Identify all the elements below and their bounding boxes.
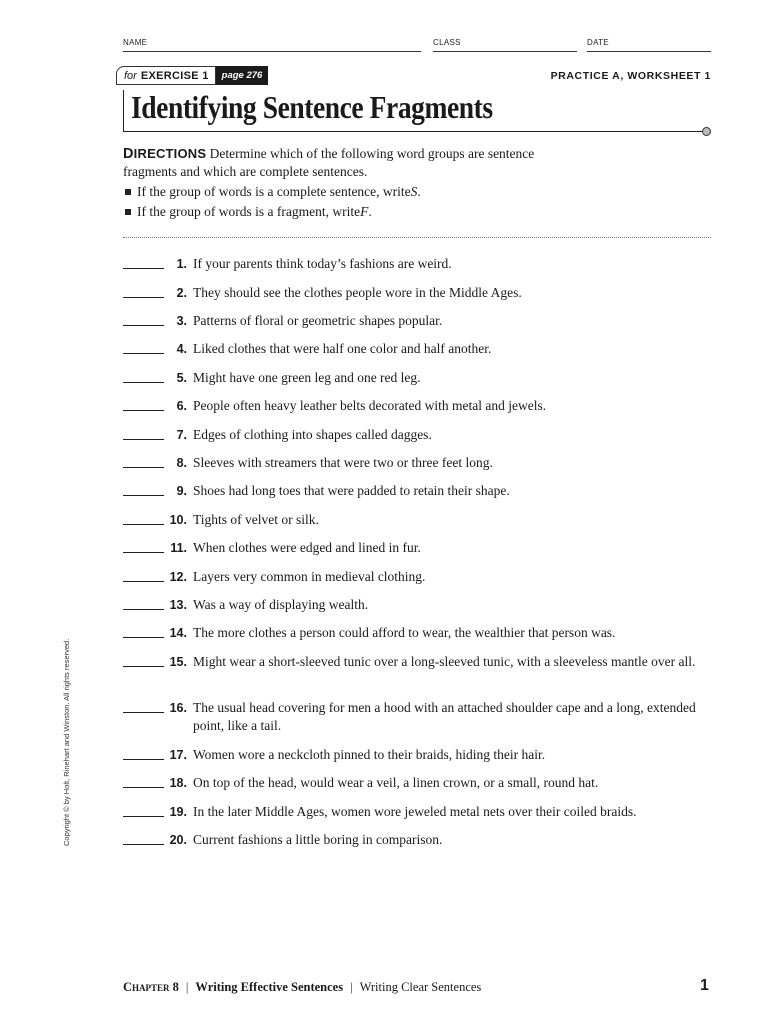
item-1: 1. If your parents think today’s fashions are weird. bbox=[123, 255, 713, 273]
name-label: NAME bbox=[123, 38, 148, 47]
footer-subsection: Writing Clear Sentences bbox=[359, 980, 482, 994]
exercise-tag bbox=[116, 66, 268, 85]
answer-blank[interactable] bbox=[123, 255, 164, 269]
answer-blank[interactable] bbox=[123, 454, 164, 468]
answer-blank[interactable] bbox=[123, 746, 164, 760]
answer-blank[interactable] bbox=[123, 568, 164, 582]
answer-blank[interactable] bbox=[123, 511, 164, 525]
answer-blank[interactable] bbox=[123, 426, 164, 440]
answer-blank[interactable] bbox=[123, 539, 164, 553]
answer-blank[interactable] bbox=[123, 596, 164, 610]
answer-blank[interactable] bbox=[123, 803, 164, 817]
name-line[interactable] bbox=[123, 51, 421, 52]
footer-separator: | bbox=[350, 980, 353, 994]
footer bbox=[123, 980, 481, 995]
footer-separator: | bbox=[185, 980, 189, 994]
answer-blank[interactable] bbox=[123, 831, 164, 845]
item-10: 10. Tights of velvet or silk. bbox=[123, 511, 713, 529]
class-line[interactable] bbox=[433, 51, 577, 52]
date-line[interactable] bbox=[587, 51, 711, 52]
bullet-complete: If the group of words is a complete sentence, write S . bbox=[123, 184, 421, 200]
title-rule-horizontal bbox=[123, 131, 703, 132]
item-9: 9. Shoes had long toes that were padded to retain their shape. bbox=[123, 482, 713, 500]
title-rule-vertical bbox=[123, 90, 124, 132]
exercise-box bbox=[116, 66, 216, 85]
page-number: 1 bbox=[700, 977, 709, 994]
answer-blank[interactable] bbox=[123, 624, 164, 638]
square-bullet-icon bbox=[125, 209, 131, 215]
answer-blank[interactable] bbox=[123, 653, 164, 667]
answer-blank[interactable] bbox=[123, 774, 164, 788]
item-19: 19. In the later Middle Ages, women wore jeweled metal nets over their coiled braids. bbox=[123, 803, 713, 821]
answer-blank[interactable] bbox=[123, 284, 164, 298]
item-17: 17. Women wore a neckcloth pinned to their braids, hiding their hair. bbox=[123, 746, 713, 764]
answer-blank[interactable] bbox=[123, 369, 164, 383]
directions-text-2: fragments and which are complete sentences. bbox=[123, 164, 368, 179]
item-4: 4. Liked clothes that were half one color and half another. bbox=[123, 340, 713, 358]
square-bullet-icon bbox=[125, 189, 131, 195]
page-title: Identifying Sentence Fragments bbox=[131, 89, 493, 125]
item-18: 18. On top of the head, would wear a veil, a linen crown, or a small, round hat. bbox=[123, 774, 713, 792]
bullet-fragment: If the group of words is a fragment, write F . bbox=[123, 204, 372, 220]
item-15: 15. Might wear a short-sleeved tunic over a long-sleeved tunic, with a sleeveless mantle over all. bbox=[123, 653, 713, 671]
page-ref-badge: page 276 bbox=[216, 66, 269, 85]
item-5: 5. Might have one green leg and one red leg. bbox=[123, 369, 713, 387]
date-label: DATE bbox=[587, 38, 609, 47]
copyright-notice: Copyright © by Holt, Rinehart and Winston. All rights reserved. bbox=[62, 638, 71, 846]
item-13: 13. Was a way of displaying wealth. bbox=[123, 596, 713, 614]
footer-chapter: Chapter 8 bbox=[123, 980, 179, 994]
item-6: 6. People often heavy leather belts decorated with metal and jewels. bbox=[123, 397, 713, 415]
item-16: 16. The usual head covering for men a hood with an attached shoulder cape and a long, extended point, like a tail. bbox=[123, 699, 713, 735]
worksheet-label: PRACTICE A, WORKSHEET 1 bbox=[550, 70, 711, 82]
answer-blank[interactable] bbox=[123, 699, 164, 713]
item-3: 3. Patterns of floral or geometric shapes popular. bbox=[123, 312, 713, 330]
rule-end-ornament bbox=[702, 127, 711, 136]
item-2: 2. They should see the clothes people wore in the Middle Ages. bbox=[123, 284, 713, 302]
directions bbox=[123, 145, 583, 180]
item-8: 8. Sleeves with streamers that were two or three feet long. bbox=[123, 454, 713, 472]
class-label: CLASS bbox=[433, 38, 461, 47]
directions-text-1: Determine which of the following word groups are sentence bbox=[209, 146, 535, 161]
item-7: 7. Edges of clothing into shapes called dagges. bbox=[123, 426, 713, 444]
answer-blank[interactable] bbox=[123, 312, 164, 326]
answer-blank[interactable] bbox=[123, 482, 164, 496]
item-11: 11. When clothes were edged and lined in fur. bbox=[123, 539, 713, 557]
footer-section: Writing Effective Sentences bbox=[195, 980, 344, 994]
directions-label: DIRECTIONS bbox=[123, 146, 207, 162]
item-12: 12. Layers very common in medieval clothing. bbox=[123, 568, 713, 586]
answer-blank[interactable] bbox=[123, 397, 164, 411]
item-14: 14. The more clothes a person could afford to wear, the wealthier that person was. bbox=[123, 624, 713, 642]
item-20: 20. Current fashions a little boring in comparison. bbox=[123, 831, 713, 849]
answer-blank[interactable] bbox=[123, 340, 164, 354]
dotted-divider bbox=[123, 237, 711, 238]
for-text: for bbox=[124, 69, 137, 82]
exercise-label: EXERCISE 1 bbox=[140, 69, 209, 82]
